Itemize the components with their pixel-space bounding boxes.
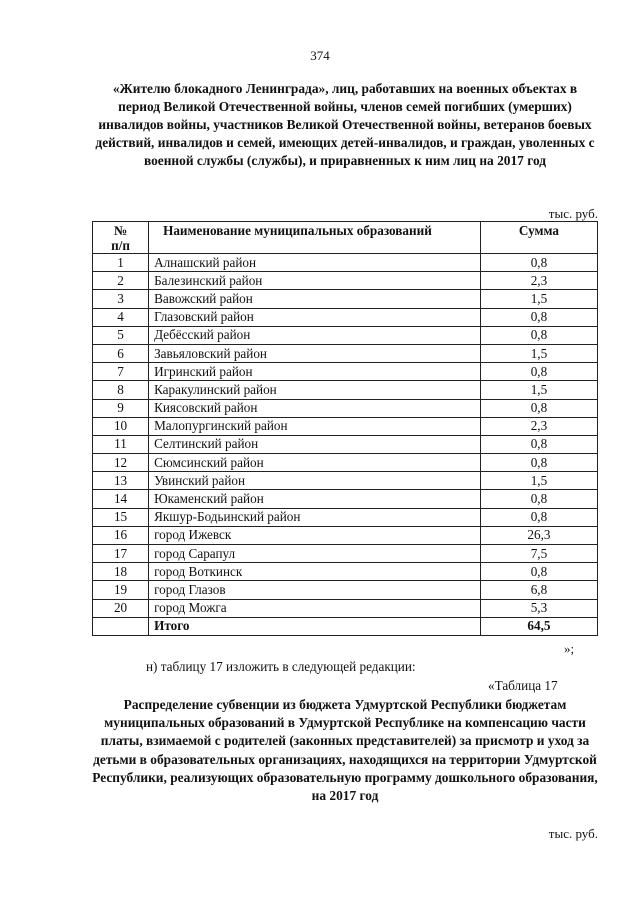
row-name: Каракулинский район (149, 381, 481, 399)
row-sum: 1,5 (480, 381, 597, 399)
table-row (93, 344, 598, 362)
row-name: город Можга (149, 599, 481, 617)
row-sum: 0,8 (480, 490, 597, 508)
table-total-row (93, 617, 598, 635)
row-name: город Глазов (149, 581, 481, 599)
table-row (93, 454, 598, 472)
row-sum: 0,8 (480, 454, 597, 472)
row-sum: 0,8 (480, 326, 597, 344)
table-row (93, 326, 598, 344)
units-label-2: тыс. руб. (548, 826, 598, 841)
row-sum: 7,5 (480, 545, 597, 563)
row-name: Селтинский район (149, 435, 481, 453)
row-number: 4 (93, 308, 149, 326)
row-number: 9 (93, 399, 149, 417)
row-number: 17 (93, 545, 149, 563)
row-name: Сюмсинский район (149, 454, 481, 472)
row-number: 5 (93, 326, 149, 344)
closing-quote: »; (564, 641, 575, 656)
row-name: Увинский район (149, 472, 481, 490)
row-name: Киясовский район (149, 399, 481, 417)
instruction-text: н) таблицу 17 изложить в следующей редакции: (146, 659, 416, 674)
row-number: 16 (93, 526, 149, 544)
row-number: 12 (93, 454, 149, 472)
row-number: 13 (93, 472, 149, 490)
row-number: 11 (93, 435, 149, 453)
row-number: 18 (93, 563, 149, 581)
row-sum: 2,3 (480, 272, 597, 290)
row-sum: 6,8 (480, 581, 597, 599)
table-row (93, 490, 598, 508)
row-number: 1 (93, 254, 149, 272)
row-number: 3 (93, 290, 149, 308)
row-number: 19 (93, 581, 149, 599)
row-name: Дебёсский район (149, 326, 481, 344)
row-sum: 1,5 (480, 472, 597, 490)
header-number: № п/п (93, 222, 149, 254)
row-number: 7 (93, 363, 149, 381)
row-name: Глазовский район (149, 308, 481, 326)
units-label: тыс. руб. (548, 206, 598, 221)
row-name: Якшур-Бодьинский район (149, 508, 481, 526)
row-sum: 1,5 (480, 290, 597, 308)
table-row (93, 399, 598, 417)
row-sum: 26,3 (480, 526, 597, 544)
table-row (93, 308, 598, 326)
total-label: Итого (149, 617, 481, 635)
row-sum: 0,8 (480, 308, 597, 326)
row-number: 14 (93, 490, 149, 508)
table-row (93, 417, 598, 435)
table-row (93, 545, 598, 563)
table-row (93, 254, 598, 272)
table-header-row (93, 222, 598, 254)
row-name: Игринский район (149, 363, 481, 381)
row-sum: 0,8 (480, 363, 597, 381)
row-sum: 0,8 (480, 563, 597, 581)
row-name: Юкаменский район (149, 490, 481, 508)
row-name: город Сарапул (149, 545, 481, 563)
row-sum: 0,8 (480, 435, 597, 453)
section-title-2: Распределение субвенции из бюджета Удмуртской Республики бюджетам муниципальных образований в Удмуртской Республике на компенсацию части платы, взимаемой с родителей (законных представителей) за присмотр и уход за детьми в образовательных организациях, находящихся на территории Удмуртской Республики, реализующих образовательную программу дошкольного образования, на 2017 год (92, 697, 598, 804)
table-row (93, 290, 598, 308)
row-sum: 1,5 (480, 344, 597, 362)
total-number-cell (93, 617, 149, 635)
table-row (93, 363, 598, 381)
row-number: 8 (93, 381, 149, 399)
table-row (93, 272, 598, 290)
row-name: Вавожский район (149, 290, 481, 308)
table-row (93, 581, 598, 599)
table-row (93, 381, 598, 399)
table-row (93, 526, 598, 544)
table-row (93, 435, 598, 453)
row-sum: 0,8 (480, 399, 597, 417)
section-title: «Жителю блокадного Ленинграда», лиц, работавших на военных объектах в период Великой Отечественной войны, членов семей погибших (умерших) инвалидов войны, участников Великой Отечественной войны, ветеранов боевых действий, инвалидов и семей, имеющих детей-инвалидов, и граждан, уволенных с военной службы (службы), и приравненных к ним лиц на 2017 год (95, 81, 595, 168)
row-number: 2 (93, 272, 149, 290)
row-name: город Воткинск (149, 563, 481, 581)
allocation-table (92, 221, 598, 636)
row-name: город Ижевск (149, 526, 481, 544)
row-name: Алнашский район (149, 254, 481, 272)
page-number: 374 (310, 48, 330, 63)
row-number: 20 (93, 599, 149, 617)
table-row (93, 508, 598, 526)
header-sum: Сумма (480, 222, 597, 254)
table-row (93, 563, 598, 581)
row-name: Балезинский район (149, 272, 481, 290)
table-body (93, 254, 598, 636)
row-sum: 5,3 (480, 599, 597, 617)
row-name: Малопургинский район (149, 417, 481, 435)
table-row (93, 472, 598, 490)
header-name: Наименование муниципальных образований (149, 222, 481, 254)
row-number: 15 (93, 508, 149, 526)
table-row (93, 599, 598, 617)
row-number: 6 (93, 344, 149, 362)
row-name: Завьяловский район (149, 344, 481, 362)
table-label: «Таблица 17 (488, 678, 558, 693)
row-sum: 2,3 (480, 417, 597, 435)
row-sum: 0,8 (480, 254, 597, 272)
total-sum: 64,5 (480, 617, 597, 635)
row-number: 10 (93, 417, 149, 435)
row-sum: 0,8 (480, 508, 597, 526)
